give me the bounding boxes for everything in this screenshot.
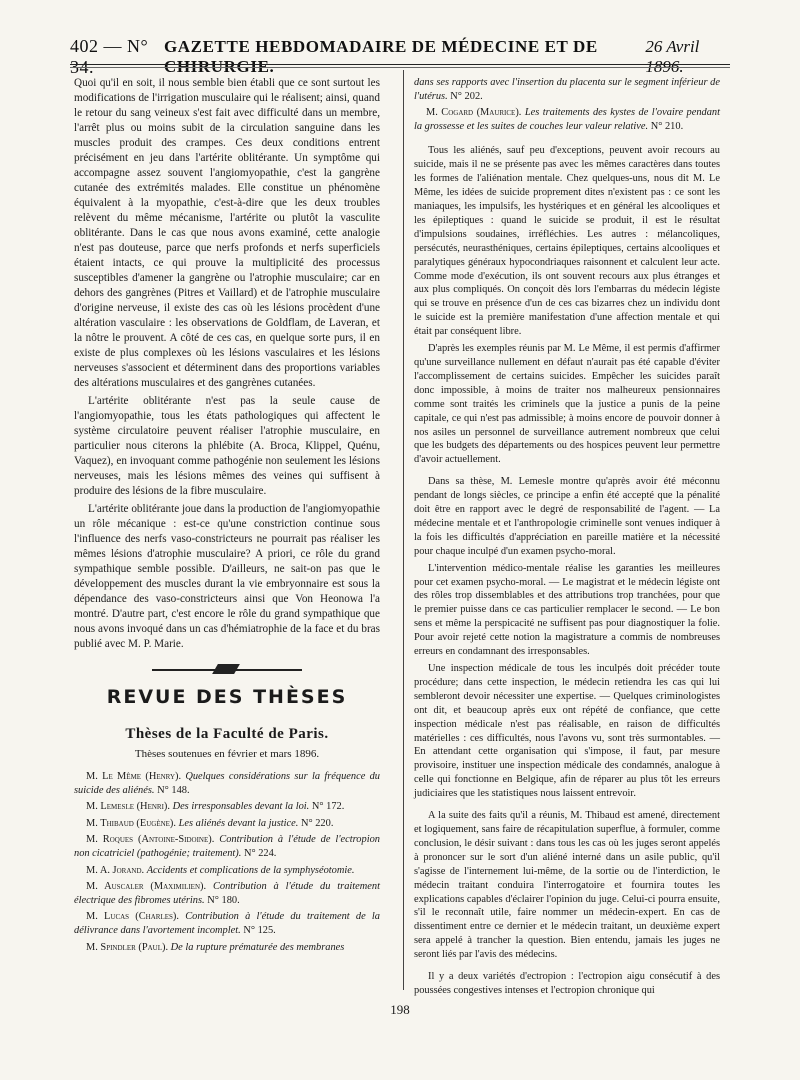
right-column [414,76,720,998]
section-subtitle: Thèses soutenues en février et mars 1896. [134,748,320,760]
thesis-entry [74,941,380,955]
thesis-entry [74,833,380,860]
entry-number: N° 125. [243,924,276,936]
left-column [74,76,380,957]
entry-author: M. Spindler (Paul). [86,941,169,953]
section-ornament [152,666,302,674]
entry-title: Les traitements des kystes de l'ovaire pendant la grossesse et les suites de couches leur valeur relative. [414,107,720,132]
paragraph: L'artérite oblitérante n'est pas la seule cause de l'angiomyopathie, tous les états pathologiques qui affectent le système circulatoire peuvent réaliser l'atrophie musculaire, en particulier nous citerons la phlébite (A. Broca, Klippel, Quénu, Vaquez), en invoquant comme pathogénie non seulement les lésions nerveuses, mais les lésions mêmes des veines qui suffisent à produire des lésions de la fibre musculaire. [74,395,380,497]
entry-number: N° 148. [157,784,190,796]
entry-title: Les aliénés devant la justice. [178,817,299,829]
entry-number: N° 220. [300,817,334,829]
entry-title: dans ses rapports avec l'insertion du placenta sur le segment inférieur de l'utérus. [414,77,720,102]
entry-title: Des irresponsables devant la loi. [172,801,310,813]
paragraph: L'artérite oblitérante joue dans la production de l'angiomyopathie un rôle mécanique : est-ce qu'une constriction continue sous l'influence des nerfs vaso-constricteurs ne pourrait pas réaliser les mêmes lésions d'atrophie musculaire? A priori, ce rôle du grand sympathique semble possible. D'ailleurs, ne sait-on pas que le développement des muscles durant la vie embryonnaire est sous la dépendance des vaso-constricteurs ainsi que Von Heonowa l'a montré. D'autre part, c'est encore le rôle du grand sympathique que nous avons invoqué dans un cas d'hémiatrophie de la face et du bras publié avec M. P. Marie. [74,503,381,650]
entry-title: De la rupture prématurée des membranes [170,941,345,953]
paragraph: L'intervention médico-mentale réalise les garanties les meilleures pour cet examen psycho-moral. — Le magistrat et le médecin légiste ont des rôles trop dissemblables et des attributions trop tranchées, pour que le premier puisse dans ce cas particulier remplacer le second. — Le bon sens et même la perspicacité ne suffisent pas pour diagnostiquer la folie. Pour avoir rejeté cette notion la magistrature a commis de nombreuses erreurs en condamnant des irresponsables. [414,562,720,658]
thesis-entry [74,800,380,814]
entry-author: M. Roques (Antoine-Sidoine). [86,834,215,846]
journal-title: GAZETTE HEBDOMADAIRE DE MÉDECINE ET DE CHIRURGIE. [163,37,598,76]
entry-author: M. Cogard (Maurice). [426,107,522,119]
entry-author: M. Lucas (Charles). [86,911,179,923]
entry-author: M. Thibaud (Eugène). [86,817,176,829]
page-ref: 402 — N° 34. [70,36,149,77]
entry-author: M. Le Même (Henry). [86,771,182,782]
subsection-title: Thèses de la Faculté de Paris. [125,726,329,742]
paragraph: Une inspection médicale de tous les inculpés doit précéder toute procédure; dans cette inspection, le médecin retiendra les cas qui lui sembleront devoir nécessiter une expertise. — Quelques criminologistes ont dit, et beaucoup après eux ont répété de confiance, que cette inspection médicale n'est pas réalisable, en raison de difficultés matérielles : ces difficultés, nous l'avons vu, sont très surmontables. — En attendant cette organisation qui s'impose, il faut, par mesure provisoire, instituer une inspection médicale des condamnés, analogue à celle qui fonctionne en Belgique, afin de réparer au plus tôt les erreurs judiciaires que les statistiques nous laissent entrevoir. [414,663,720,800]
thesis-entry-continued [414,76,720,103]
entry-number: N° 224. [243,847,277,859]
thesis-entry [74,817,380,831]
entry-title: Quelques considérations sur la fréquence du suicide des aliénés. [74,771,380,796]
entry-title: Contribution à l'étude du traitement de la délivrance dans l'avortement incomplet. [74,911,380,936]
paragraph: Dans sa thèse, M. Lemesle montre qu'après avoir été méconnu pendant de longs siècles, ce principe a enfin été accepté que la pénalité doit être en rapport avec le degré de responsabilité de l'agent. — La médecine mentale et et l'anthropologie criminelle sont venues indiquer à la fois les difficultés d'appréciation en pareille matière et la nécessité pour chaque inculpé d'un examen psycho-moral. [414,476,720,557]
thesis-entry [74,864,380,878]
entry-number: N° 172. [311,801,345,813]
paragraph: A la suite des faits qu'il a réunis, M. Thibaud est amené, directement et logiquement, sans faire de récapitulation superflue, à formuler, comme conclusion, le désir suivant : dans tous les cas où les juges seront appelés à prononcer sur le sort d'un aliéné interné dans un asile public, qu'il s'agisse de l'internement lui-même, de la sortie ou de l'interdiction, le médecin traitant conduira l'interrogatoire et fournira toutes les explications capables d'éclairer l'opinion du juge. Celui-ci pourra ensuite, s'il le reconnaît utile, faire nommer un médecin-expert. En cas de dissentiment entre ce dernier et le médecin traitant, un deuxième expert sera appelé à trancher la question. Bien entendu, jamais les juges ne seront liés par l'avis des médecins. [414,810,720,961]
thesis-entry [74,770,380,797]
entry-title: Contribution à l'étude de l'ectropion non cicatriciel (pathogénie; traitement). [74,834,380,859]
paragraph: Il y a deux variétés d'ectropion : l'ectropion aigu consécutif à des poussées congestives intenses et l'ectropion chronique qui [414,971,720,996]
header-rule-thin [70,67,730,68]
header-rule [70,64,730,65]
entry-author: M. Auscaler (Maximilien). [86,881,207,893]
entry-title: Accidents et complications de la symphyséotomie. [146,864,355,876]
column-separator [403,70,404,990]
page-number: 198 [390,1002,410,1017]
thesis-entry [74,910,380,937]
section-title: REVUE DES THÈSES [106,686,348,708]
entry-title: Contribution à l'étude du traitement électrique des fibromes utérins. [74,881,380,906]
entry-author: M. Lemesle (Henri). [86,801,170,813]
paragraph: Quoi qu'il en soit, il nous semble bien établi que ce sont surtout les modifications de l'irrigation musculaire qui le réalisent; ainsi, quand le retour du sang veineux s'est fait avec difficulté dans un membre, l'arrêt plus ou moins subit de la circulation sanguine dans les muscles produit des crampes. Ces deux conditions entrent précisément en jeu dans l'artérite oblitérante. Un symptôme qui accompagne assez souvent l'angiomyopathie, c'est la gangrène cutanée des extrémités malades. Elle constitue un phénomène équivalent à la myopathie, c'est-à-dire que les deux troubles relèvent du même mécanisme, l'artérite ou plutôt la vasculite oblitérante. Dans le cas que nous avons examiné, cette analogie n'est pas douteuse, parce que nerfs profonds et nerfs superficiels étaient intacts, ce qui prouve la multiplicité des processus susceptibles d'amener la gangrène ou l'atrophie musculaire; car en dehors des gangrènes (Pitres et Vaillard) et de l'atrophie musculaire d'origine nerveuse, il existe des cas où les lésions procèdent d'une altération vasculaire : les observations de Goldflam, de Laveran, et la nôtre le prouvent. A côté de ces cas, en quelque sorte purs, il en existe de plus complexes où les lésions vasculaires et les lésions nerveuses s'associent et déterminent dans des proportions variables des altérations musculaires et des gangrènes cutanées. [74,77,380,389]
entry-number: N° 180. [207,894,240,906]
page-header [70,36,730,77]
entry-number: N° 202. [450,90,483,102]
issue-date: 26 Avril 1896. [645,37,700,76]
entry-author: M. A. Jorand. [86,864,145,876]
thesis-entry [74,880,380,907]
paragraph: D'après les exemples réunis par M. Le Même, il est permis d'affirmer qu'une surveillance nullement en défaut n'aurait pas été capable d'éviter l'accomplissement de certains suicides. Empêcher les suicides paraît donc impossible, à moins de traiter nos malheureux pensionnaires comme sont traités les criminels que la justice a punis de la peine capitale, ce qui n'est pas admissible; à moins encore de pouvoir donner à nos asiles un personnel de surveillance autrement nombreux que celui que les budgets des départements ou des hospices peuvent leur permettre d'avoir actuellement. [414,343,720,466]
thesis-entry [414,106,720,133]
entry-number: N° 210. [650,120,684,132]
paragraph: Tous les aliénés, sauf peu d'exceptions, peuvent avoir recours au suicide, mais il ne se présente pas avec les mêmes caractères dans toutes les formes de l'aliénation mentale. Chez quelques-uns, nous dit M. Le Même, les idées de suicide proprement dites n'existent pas : ce sont les maniaques, les impulsifs, les hystériques et en général les alcooliques et les épileptiques : quand le suicide se produit, il est le résultat d'impulsions soudaines, irréfléchies. Les autres : mélancoliques, persécutés, neurasthéniques, certains épileptiques, certains alcooliques et paralytiques généraux hypocondriaques raisonnent et calculent leur acte. Comme mode d'exécution, ils ont souvent recours aux plus étranges et aux plus compliqués. On conçoit dès lors l'embarras du médecin légiste qui se trouve en présence d'un de ces cas bizarres chez un individu dont le suicide est la première manifestation d'une affection mentale et qui était par conséquent libre. [414,145,720,338]
